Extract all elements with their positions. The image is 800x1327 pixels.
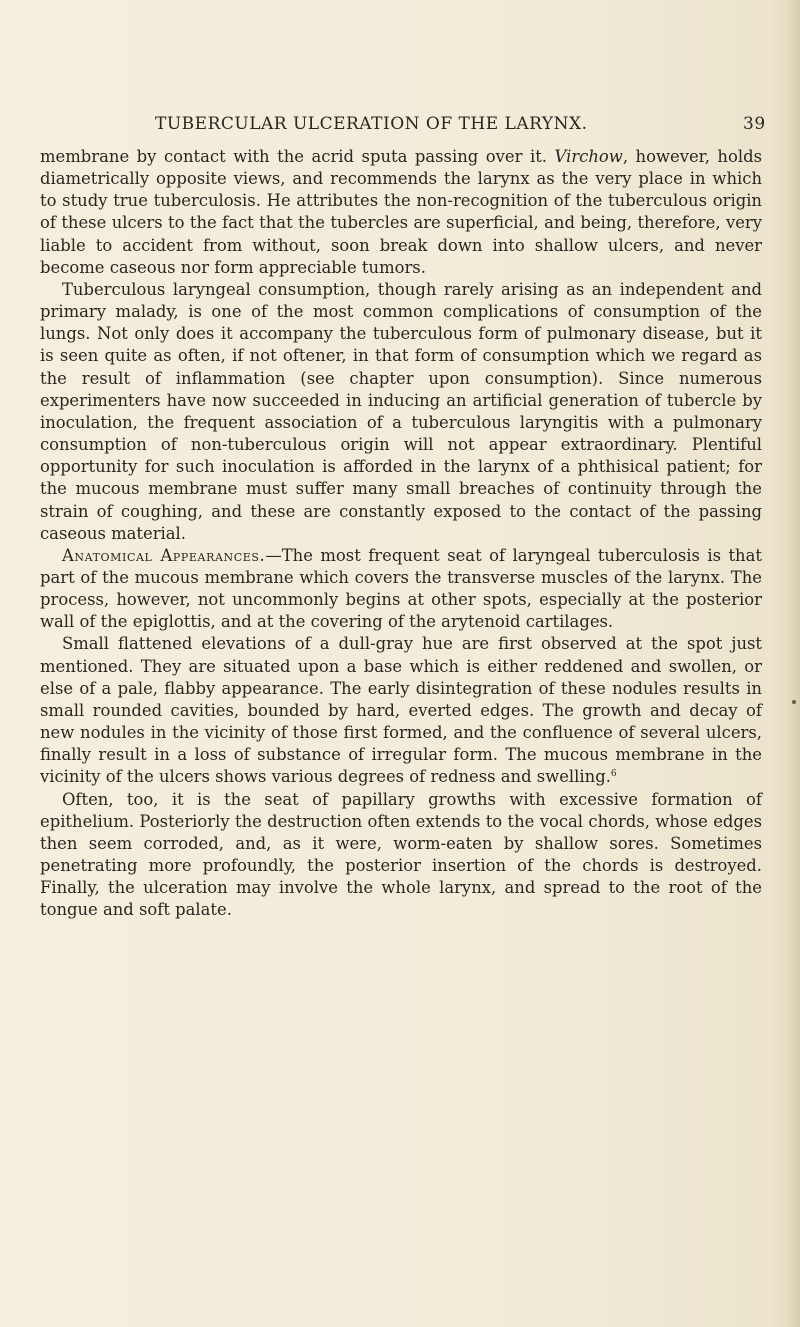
paragraph-4: Small flattened elevations of a dull-gray hue are first observed at the spot just mentioned. They are situated upon a base which is either reddened and swollen, or else of a pale, flabby appearance. The early disintegration of these nodules results in small rounded cavities, bounded by hard, everted edges. The growth and decay of new nodules in the vicinity of those first formed, and the confluence of several ulcers, finally result in a loss of substance of irregular form. The mucous membrane in the vicinity of the ulcers shows various degrees of redness and swelling.$^6$ <box>40 634 762 787</box>
running-title: TUBERCULAR ULCERATION OF THE LARYNX. <box>155 114 588 134</box>
paragraph-1: membrane by contact with the acrid sputa passing over it. Virchow, however, holds diametrically opposite views, and recommends the larynx as the very place in which to study true tuberculosis. He attributes the non-recognition of the tuberculous origin of these ulcers to the fact that the tubercles are superficial, and being, therefore, very liable to accident from without, soon break down into shallow ulcers, and never become caseous nor form appreciable tumors. <box>40 147 762 277</box>
paragraph-3: Anatomical Appearances.—The most frequent seat of laryngeal tuberculosis is that part of the mucous membrane which covers the transverse muscles of the larynx. The process, however, not uncommonly begins at other spots, especially at the posterior wall of the epiglottis, and at the covering of the arytenoid cartilages. <box>40 545 762 632</box>
paragraph-2: Tuberculous laryngeal consumption, though rarely arising as an independent and primary malady, is one of the most common complications of consumption of the lungs. Not only does it accompany the tuberculous form of pulmonary disease, but it is seen quite as often, if not oftener, in that form of consumption which we regard as the result of inflammation (see chapter upon consumption). Since numerous experimenters have now succeeded in inducing an artificial generation of tubercle by inoculation, the frequent association of a tuberculous laryngitis with a pulmonary consumption of non-tuberculous origin will not appear extraordinary. Plentiful opportunity for such inoculation is afforded in the larynx of a phthisical patient; for the mucous membrane must suffer many small breaches of continuity through the strain of coughing, and these are constantly exposed to the contact of the passing caseous material. <box>40 279 762 543</box>
body-text <box>40 146 762 921</box>
page-edge-shadow <box>786 0 800 1327</box>
margin-speck <box>792 700 796 704</box>
italic-name: Virchow <box>554 147 623 166</box>
section-heading: Anatomical Appearances. <box>62 545 266 565</box>
page-number: 39 <box>743 114 766 134</box>
footnote-ref: 6 <box>610 769 617 780</box>
paragraph-5: Often, too, it is the seat of papillary growths with excessive formation of epithelium. Posteriorly the destruction often extends to the vocal chords, whose edges then seem corroded, and, as it were, worm-eaten by shallow sores. Sometimes penetrating more profoundly, the posterior insertion of the chords is destroyed. Finally, the ulceration may involve the whole larynx, and spread to the root of the tongue and soft palate. <box>40 789 762 920</box>
